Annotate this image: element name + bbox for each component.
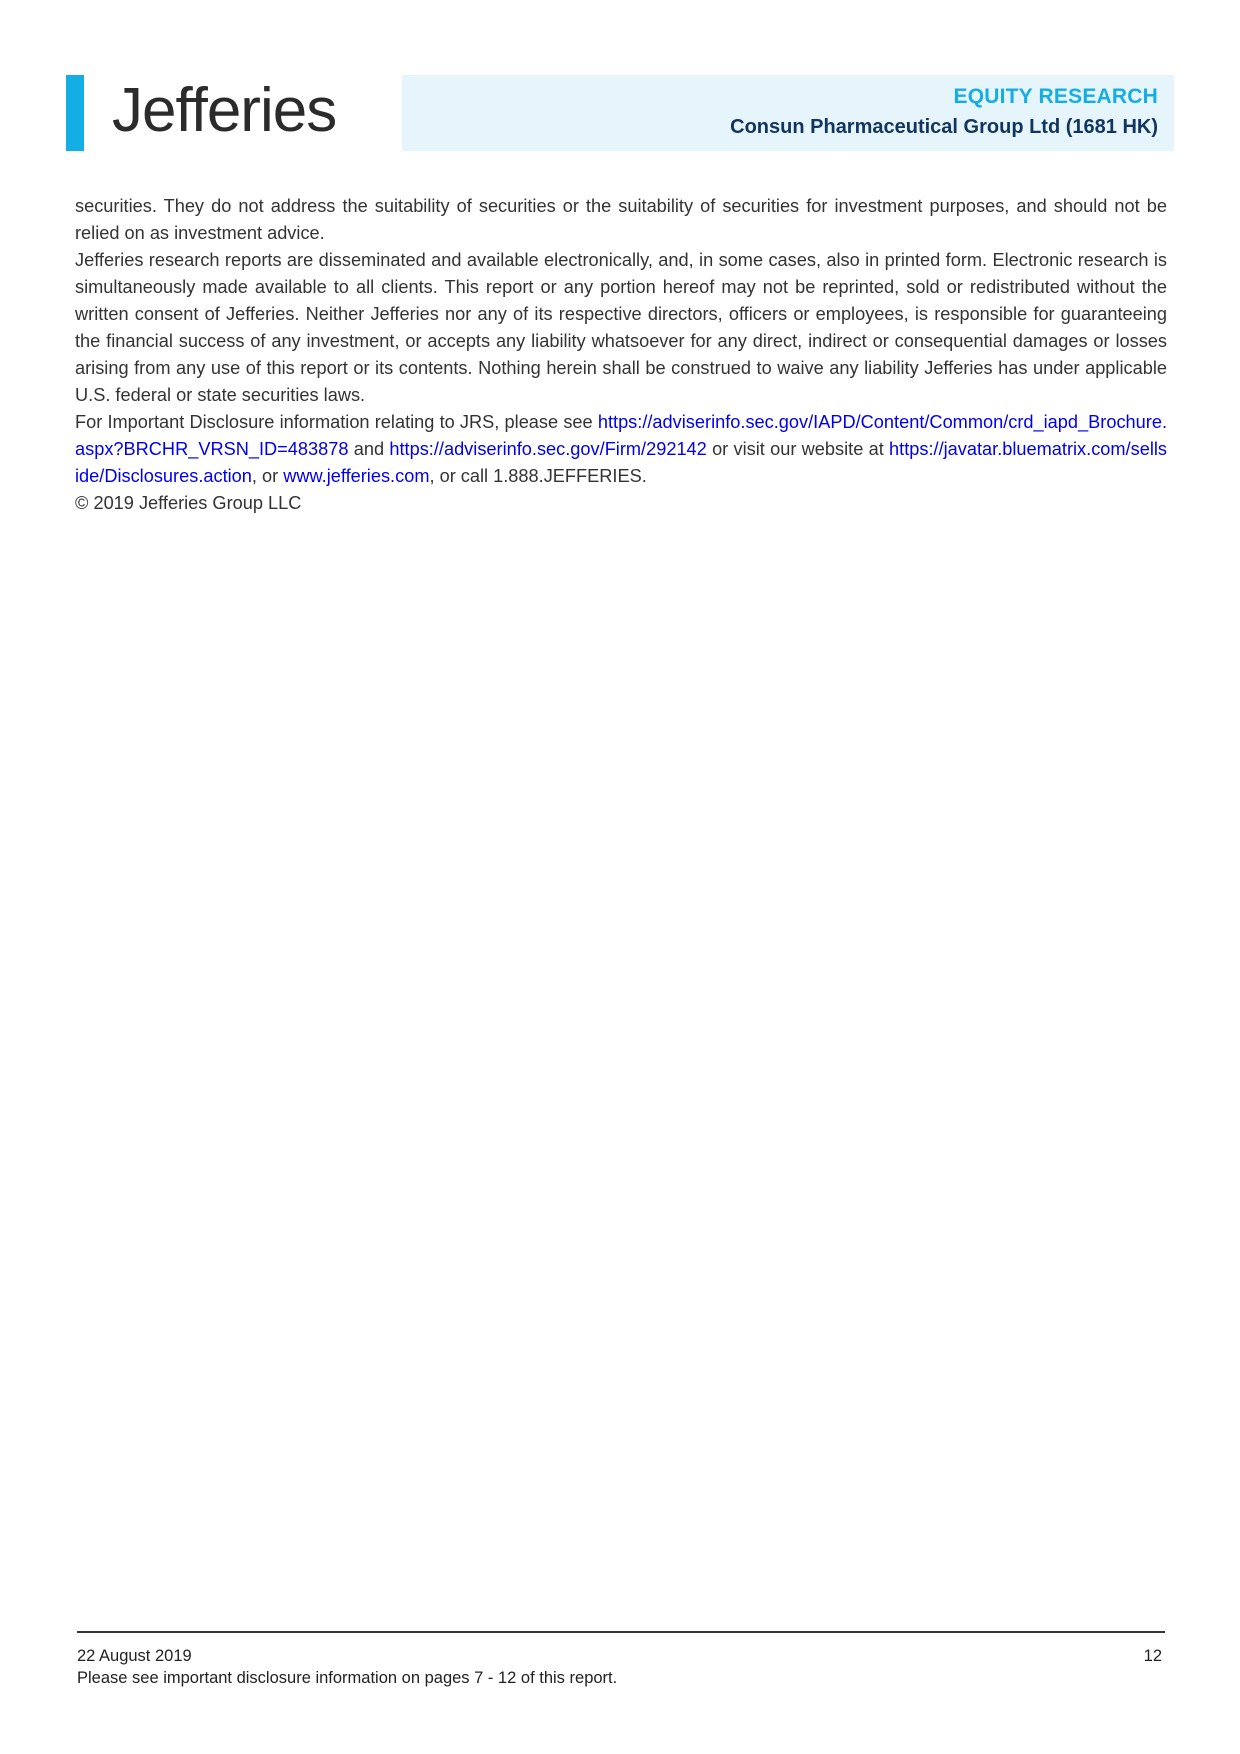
brand-logo: Jefferies [112, 76, 337, 145]
footer-date: 22 August 2019 [77, 1647, 192, 1665]
paragraph-suitability: securities. They do not address the suitability of securities or the suitability of securities for investment purposes, and should not be relied on as investment advice. [75, 196, 1167, 243]
page-header [66, 75, 1174, 151]
section-label: EQUITY RESEARCH [953, 85, 1158, 108]
disclosure-body [75, 193, 1167, 517]
firm-adviserinfo-link[interactable]: https://adviserinfo.sec.gov/Firm/292142 [389, 439, 707, 459]
footer-divider [77, 1631, 1165, 1633]
or-text: , or [251, 466, 284, 486]
copyright-line: © 2019 Jefferies Group LLC [75, 493, 302, 513]
footer-disclosure-note: Please see important disclosure information on pages 7 - 12 of this report. [77, 1669, 618, 1687]
page-number: 12 [1143, 1647, 1162, 1665]
company-title: Consun Pharmaceutical Group Ltd (1681 HK) [730, 116, 1158, 138]
paragraph-jrs-disclosure [75, 409, 1167, 490]
report-title-box [402, 75, 1174, 151]
call-number-text: , or call 1.888.JEFFERIES. [429, 466, 647, 486]
iapd-brochure-link[interactable]: https://adviserinfo.sec.gov/IAPD/Content/Common/crd_iapd_Brochure.aspx?BRCHR_VRSN_ID=483878 [75, 412, 1167, 459]
jrs-prefix-text: For Important Disclosure information relating to JRS, please see [75, 412, 598, 432]
bluematrix-disclosures-link[interactable]: https://javatar.bluematrix.com/sellside/Disclosures.action [75, 439, 1168, 486]
visit-website-text: or visit our website at [706, 439, 890, 459]
brand-accent-bar [66, 75, 84, 151]
jefferies-website-link[interactable]: www.jefferies.com [283, 466, 430, 486]
paragraph-distribution: Jefferies research reports are disseminated and available electronically, and, in some cases, also in printed form. Electronic research is simultaneously made available to all clients. This report or any portion hereof may not be reprinted, sold or redistributed without the written consent of Jefferies. Neither Jefferies nor any of its respective directors, officers or employees, is responsible for guaranteeing the financial success of any investment, or accepts any liability whatsoever for any direct, indirect or consequential damages or losses arising from any use of this report or its contents. Nothing herein shall be construed to waive any liability Jefferies has under applicable U.S. federal or state securities laws. [75, 250, 1167, 405]
and-text: and [348, 439, 390, 459]
